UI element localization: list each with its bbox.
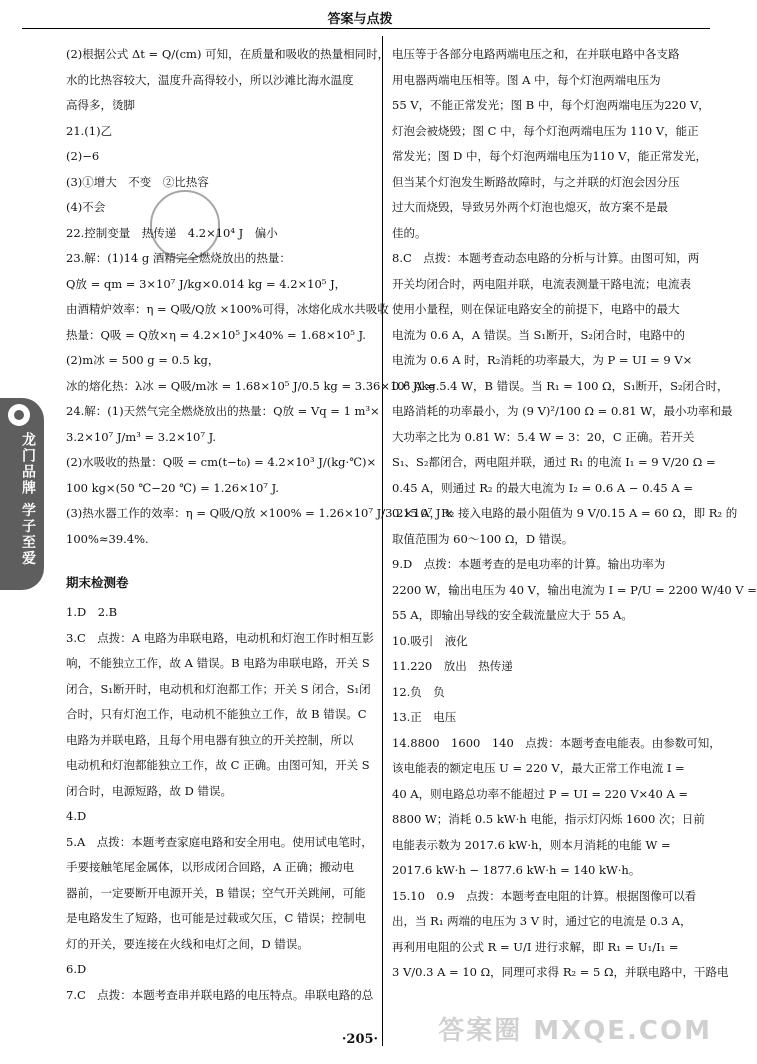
text-line: (2)m冰 = 500 g = 0.5 kg， [66, 353, 220, 367]
text-line: 12.负 负 [392, 684, 445, 699]
text-line: 常发光；图 D 中，每个灯泡两端电压为110 V，能正常发光， [392, 149, 707, 163]
text-line: 闭合时，电源短路，故 D 错误。 [66, 783, 233, 798]
header-rule [22, 28, 710, 29]
right-column [392, 42, 757, 986]
watermark: 答案圈 MXQE.COM [438, 1016, 712, 1046]
text-line: 过大而烧毁，导致另外两个灯泡也熄灭，故方案不是最 [392, 200, 668, 214]
text-line: (2)水吸收的热量：Q吸 = cm(t−t₀) = 4.2×10³ J/(kg·℃)× [66, 455, 377, 469]
text-line: 电路为并联电路，且每个用电器有独立的开关控制，所以 [66, 732, 354, 747]
text-line: 4.D [66, 809, 87, 823]
text-line: 水的比热容较大，温度升高得较小，所以沙滩比海水温度 [66, 72, 354, 87]
text-line: 器前，一定要断开电源开关，B 错误；空气开关跳闸，可能 [66, 885, 366, 900]
text-line: 热量：Q吸 = Q放×η = 4.2×10⁵ J×40% = 1.68×10⁵ J. [66, 327, 366, 342]
text-line: 1.D 2.B [66, 605, 118, 619]
text-line: 3.2×10⁷ J/m³ = 3.2×10⁷ J. [66, 429, 216, 444]
page-header [0, 0, 720, 30]
text-line: 11.220 放出 热传递 [392, 659, 513, 673]
text-line: 0.6 A = 5.4 W，B 错误。当 R₁ = 100 Ω，S₁断开，S₂闭合时， [392, 378, 729, 393]
text-line: 24.解：(1)天然气完全燃烧放出的热量：Q放 = Vq = 1 m³× [66, 404, 380, 418]
text-line: 3 V/0.3 A = 10 Ω，同理可求得 R₂ = 5 Ω，并联电路中，干路电 [392, 965, 729, 979]
text-line: 8.C 点拨：本题考查动态电路的分析与计算。由图可知，两 [392, 251, 700, 265]
text-line: 闭合，S₁断开时，电动机和灯泡都工作；开关 S 闭合，S₁闭 [66, 681, 371, 696]
text-line: 合时，只有灯泡工作，电动机不能独立工作，故 B 错误。C [66, 707, 367, 721]
text-line: 9.D 点拨：本题考查的是电功率的计算。输出功率为 [392, 557, 666, 571]
text-line: 电动机和灯泡都能独立工作，故 C 正确。由图可知，开关 S [66, 758, 370, 772]
text-line: (4)不会 [66, 200, 106, 214]
text-line: 是电路发生了短路，也可能是过载或欠压，C 错误；控制电 [66, 911, 366, 925]
text-line: 55 V，不能正常发光；图 B 中，每个灯泡两端电压为220 V， [392, 98, 710, 112]
text-line: 23.解：(1)14 g 酒精完全燃烧放出的热量： [66, 251, 291, 265]
text-line: 灯泡会被烧毁；图 C 中，每个灯泡两端电压为 110 V，能正 [392, 123, 699, 138]
text-line: 开关均闭合时，两电阻并联，电流表测量干路电流；电流表 [392, 276, 691, 291]
text-line: 使用小量程，则在保证电路安全的前提下，电路中的最大 [392, 302, 680, 316]
text-line: 再利用电阻的公式 R = U/I 进行求解，即 R₁ = U₁/I₁ = [392, 939, 679, 954]
text-line: 21.(1)乙 [66, 123, 113, 138]
text-line: 电流为 0.6 A，A 错误。当 S₁断开，S₂闭合时，电路中的 [392, 327, 685, 342]
header-title: 答案与点拨 [327, 12, 393, 27]
text-line: 15.10 0.9 点拨：本题考查电阻的计算。根据图像可以看 [392, 888, 697, 903]
text-line: 0.45 A，则通过 R₂ 的最大电流为 I₂ = 0.6 A − 0.45 A = [392, 480, 693, 495]
text-line: 3.C 点拨：A 电路为串联电路，电动机和灯泡工作时相互影 [66, 630, 374, 645]
text-line: 用电器两端电压相等。图 A 中，每个灯泡两端电压为 [392, 72, 661, 87]
text-line: S₁、S₂都闭合，两电阻并联，通过 R₁ 的电流 I₁ = 9 V/20 Ω = [392, 455, 716, 469]
text-line: 22.控制变量 热传递 4.2×10⁴ J 偏小 [66, 225, 278, 240]
dot-icon [8, 404, 30, 426]
text-line: 取值范围为 60～100 Ω，D 错误。 [392, 531, 574, 546]
text-line: 但当某个灯泡发生断路故障时，与之并联的灯泡会因分压 [392, 174, 680, 189]
text-line: 电压等于各部分电路两端电压之和，在并联电路中各支路 [392, 47, 680, 61]
text-line: 该电能表的额定电压 U = 220 V，最大正常工作电流 I = [392, 761, 685, 775]
text-line: 100 kg×(50 ℃−20 ℃) = 1.26×10⁷ J. [66, 480, 279, 495]
text-line: 由酒精炉效率：η = Q吸/Q放 ×100%可得，冰熔化成水共吸收 [66, 302, 389, 316]
text-line: 佳的。 [392, 225, 427, 240]
text-line: 7.C 点拨：本题考查串并联电路的电压特点。串联电路的总 [66, 987, 374, 1002]
text-line: (3)热水器工作的效率：η = Q吸/Q放 ×100% = 1.26×10⁷ J/3.2×10⁷ J × [66, 506, 454, 520]
text-line: 灯的开关，要连接在火线和电灯之间，D 错误。 [66, 936, 309, 951]
text-line: Q放 = qm = 3×10⁷ J/kg×0.014 kg = 4.2×10⁵ J， [66, 276, 347, 291]
text-line: (2)根据公式 Δt = Q/(cm) 可知，在质量和吸收的热量相同时， [66, 47, 390, 61]
text-line: 10.吸引 液化 [392, 633, 468, 648]
page-number: ·205· [341, 1032, 379, 1047]
text-line: 0.15 A，R₂ 接入电路的最小阻值为 9 V/0.15 A = 60 Ω，即 R₂ 的 [392, 506, 738, 520]
text-line: (3)①增大 不变 ②比热容 [66, 174, 209, 189]
text-line: 2200 W，输出电压为 40 V，输出电流为 I = P/U = 2200 W/40 V = [392, 582, 757, 597]
text-line: 冰的熔化热：λ冰 = Q吸/m冰 = 1.68×10⁵ J/0.5 kg = 3.36×10⁵ J/kg. [66, 378, 440, 393]
text-line: (2)−6 [66, 149, 100, 163]
text-line: 电流为 0.6 A 时，R₂消耗的功率最大，为 P = UI = 9 V× [392, 353, 693, 367]
text-line: 电路消耗的功率最小，为 (9 V)²/100 Ω = 0.81 W，最小功率和最 [392, 404, 733, 418]
section-title: 期末检测卷 [66, 575, 129, 590]
text-line: 响，不能独立工作，故 A 错误。B 电路为串联电路，开关 S [66, 656, 370, 670]
text-line: 100%≈39.4%. [66, 531, 149, 546]
text-line: 40 A，则电路总功率不能超过 P = UI = 220 V×40 A = [392, 786, 689, 801]
text-line: 8800 W；消耗 0.5 kW·h 电能，指示灯闪烁 1600 次；日前 [392, 812, 705, 826]
text-line: 手要接触笔尾金属体，以形成闭合回路，A 正确；搬动电 [66, 860, 354, 874]
column-divider [382, 36, 383, 1046]
left-answers-part2 [66, 600, 374, 1008]
text-line: 6.D [66, 962, 87, 976]
side-brand-tab [0, 398, 44, 590]
text-line: 高得多，烫脚 [66, 98, 135, 112]
text-line: 55 A，即输出导线的安全载流量应大于 55 A。 [392, 608, 633, 622]
text-line: 13.正 电压 [392, 710, 457, 724]
text-line: 2017.6 kW·h − 1877.6 kW·h = 140 kW·h。 [392, 863, 641, 877]
text-line: 5.A 点拨：本题考查家庭电路和安全用电。使用试电笔时， [66, 834, 373, 849]
side-brand-text: 龙门品牌 学子至爱 [20, 432, 36, 567]
text-line: 出，当 R₁ 两端的电压为 3 V 时，通过它的电流是 0.3 A， [392, 914, 692, 928]
text-line: 电能表示数为 2017.6 kW·h，则本月消耗的电能 W = [392, 837, 671, 852]
text-line: 大功率之比为 0.81 W：5.4 W = 3：20，C 正确。若开关 [392, 429, 695, 444]
right-answers [392, 42, 757, 986]
text-line: 14.8800 1600 140 点拨：本题考查电能表。由参数可知， [392, 735, 721, 750]
